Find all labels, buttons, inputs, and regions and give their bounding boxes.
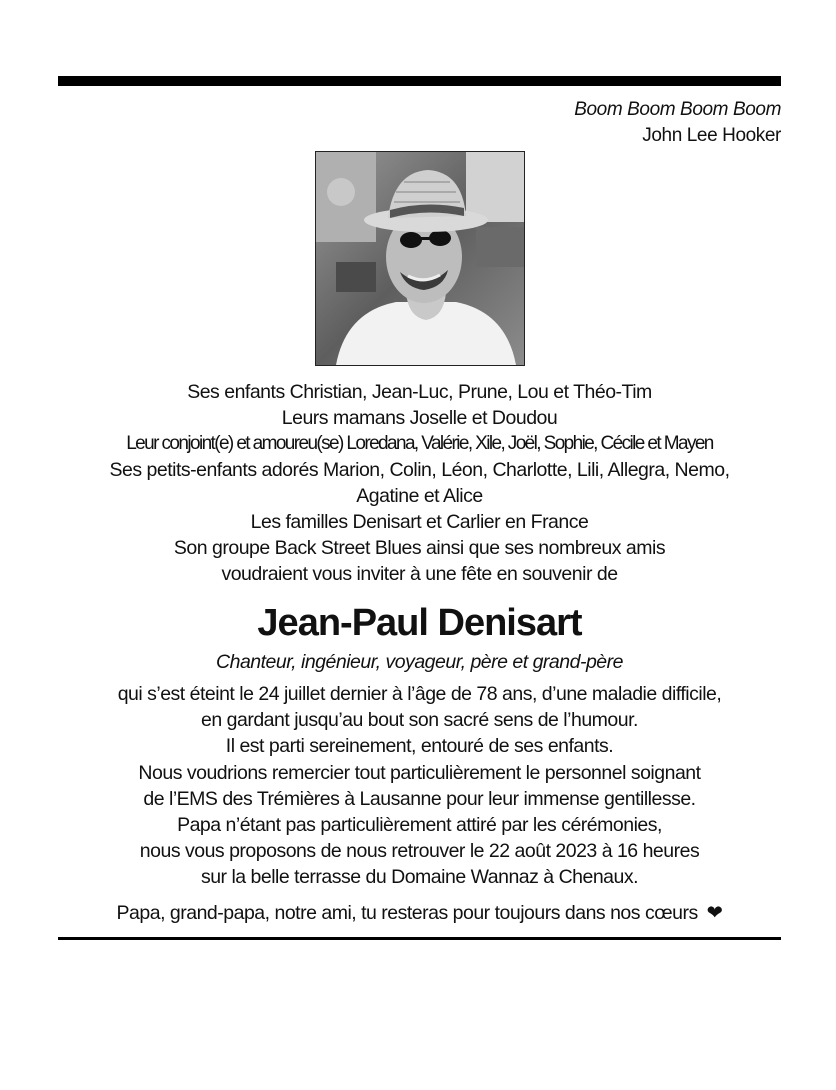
body-line: qui s’est éteint le 24 juillet dernier à l’âge de 78 ans, d’une maladie difficile, — [117, 683, 722, 705]
body-line: Nous voudrions remercier tout particulièrement le personnel soignant — [138, 761, 701, 784]
body-line: de l’EMS des Trémières à Lausanne pour leur immense gentillesse. — [143, 787, 696, 810]
bottom-rule — [58, 937, 781, 940]
body-line: Papa n’étant pas particulièrement attiré par les cérémonies, — [177, 814, 662, 837]
heart-icon: ❤ — [706, 901, 723, 924]
announcement — [58, 379, 781, 587]
body-line: nous vous proposons de nous retrouver le 22 août 2023 à 16 heures — [139, 840, 700, 863]
deceased-description: Chanteur, ingénieur, voyageur, père et grand-père — [216, 651, 623, 673]
obituary-notice — [58, 76, 781, 940]
epigraph — [58, 97, 781, 149]
closing-line — [58, 900, 781, 926]
body-line: Il est parti sereinement, entouré de ses enfants. — [225, 735, 614, 758]
notice-body — [58, 681, 781, 891]
announcement-line: Son groupe Back Street Blues ainsi que ses nombreux amis — [173, 537, 666, 559]
top-rule — [58, 76, 781, 86]
epigraph-artist: John Lee Hooker — [642, 125, 781, 146]
portrait-photo — [315, 151, 525, 366]
announcement-line: Leur conjoint(e) et amoureu(se) Loredana, Valérie, Xile, Joël, Sophie, Cécile et Mayen — [126, 433, 713, 454]
closing-text: Papa, grand-papa, notre ami, tu resteras pour toujours dans nos cœurs — [116, 901, 698, 924]
deceased-name: Jean-Paul Denisart — [257, 602, 582, 644]
announcement-line: Ses petits-enfants adorés Marion, Colin, Léon, Charlotte, Lili, Allegra, Nemo, — [109, 459, 730, 481]
photo-frame — [58, 151, 781, 366]
announcement-line: Leurs mamans Joselle et Doudou — [281, 407, 558, 429]
announcement-line: Ses enfants Christian, Jean-Luc, Prune, Lou et Théo-Tim — [187, 381, 652, 403]
announcement-line: Les familles Denisart et Carlier en France — [250, 511, 589, 533]
body-line: sur la belle terrasse du Domaine Wannaz à Chenaux. — [200, 866, 639, 889]
body-line: en gardant jusqu’au bout son sacré sens de l’humour. — [201, 709, 638, 732]
announcement-line: Agatine et Alice — [356, 485, 483, 507]
announcement-line: voudraient vous inviter à une fête en souvenir de — [221, 563, 618, 585]
epigraph-song: Boom Boom Boom Boom — [574, 99, 781, 120]
